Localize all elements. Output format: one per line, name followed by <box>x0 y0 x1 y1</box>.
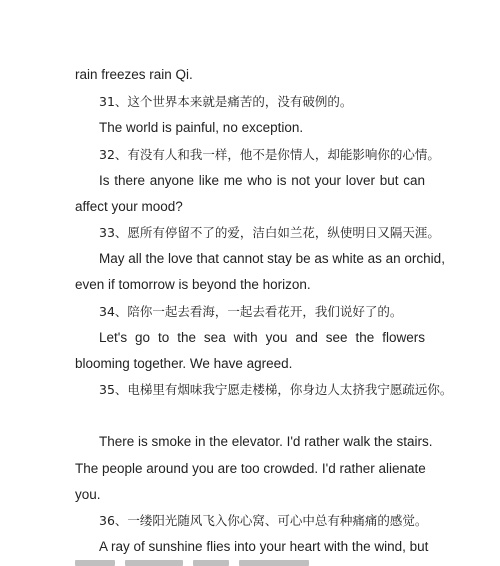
cropped-next-line <box>75 556 425 566</box>
text-line-4: 32、有没有人和我一样，他不是你情人，却能影响你的心情。 <box>99 147 440 162</box>
cropped-word-fragment <box>193 560 229 566</box>
text-line-6: affect your mood? <box>75 199 183 214</box>
text-line-8: May all the love that cannot stay be as white as an orchid, <box>99 251 445 266</box>
text-line-5: Is there anyone like me who is not your lover but can <box>99 173 425 188</box>
text-line-7: 33、愿所有停留不了的爱，洁白如兰花，纵使明日又隔天涯。 <box>99 225 440 240</box>
text-line-18: A ray of sunshine flies into your heart with the wind, but <box>99 539 429 554</box>
text-line-9: even if tomorrow is beyond the horizon. <box>75 277 311 292</box>
text-line-12: blooming together. We have agreed. <box>75 356 293 371</box>
text-line-2: 31、这个世界本来就是痛苦的，没有破例的。 <box>99 94 353 109</box>
text-line-15: The people around you are too crowded. I'd rather alienate <box>75 461 426 476</box>
text-line-14: There is smoke in the elevator. I'd rather walk the stairs. <box>99 434 433 449</box>
text-line-11: Let's go to the sea with you and see the flowers <box>99 330 425 345</box>
text-line-3: The world is painful, no exception. <box>99 120 304 135</box>
text-line-13: 35、电梯里有烟味我宁愿走楼梯，你身边人太挤我宁愿疏远你。 <box>99 382 453 397</box>
cropped-word-fragment <box>125 560 183 566</box>
cropped-word-fragment <box>75 560 115 566</box>
text-line-1: rain freezes rain Qi. <box>75 67 193 82</box>
text-line-16: you. <box>75 487 101 502</box>
cropped-word-fragment <box>239 560 309 566</box>
text-line-17: 36、一缕阳光随风飞入你心窝、可心中总有种痛痛的感觉。 <box>99 513 428 528</box>
text-line-10: 34、陪你一起去看海，一起去看花开，我们说好了的。 <box>99 304 403 319</box>
